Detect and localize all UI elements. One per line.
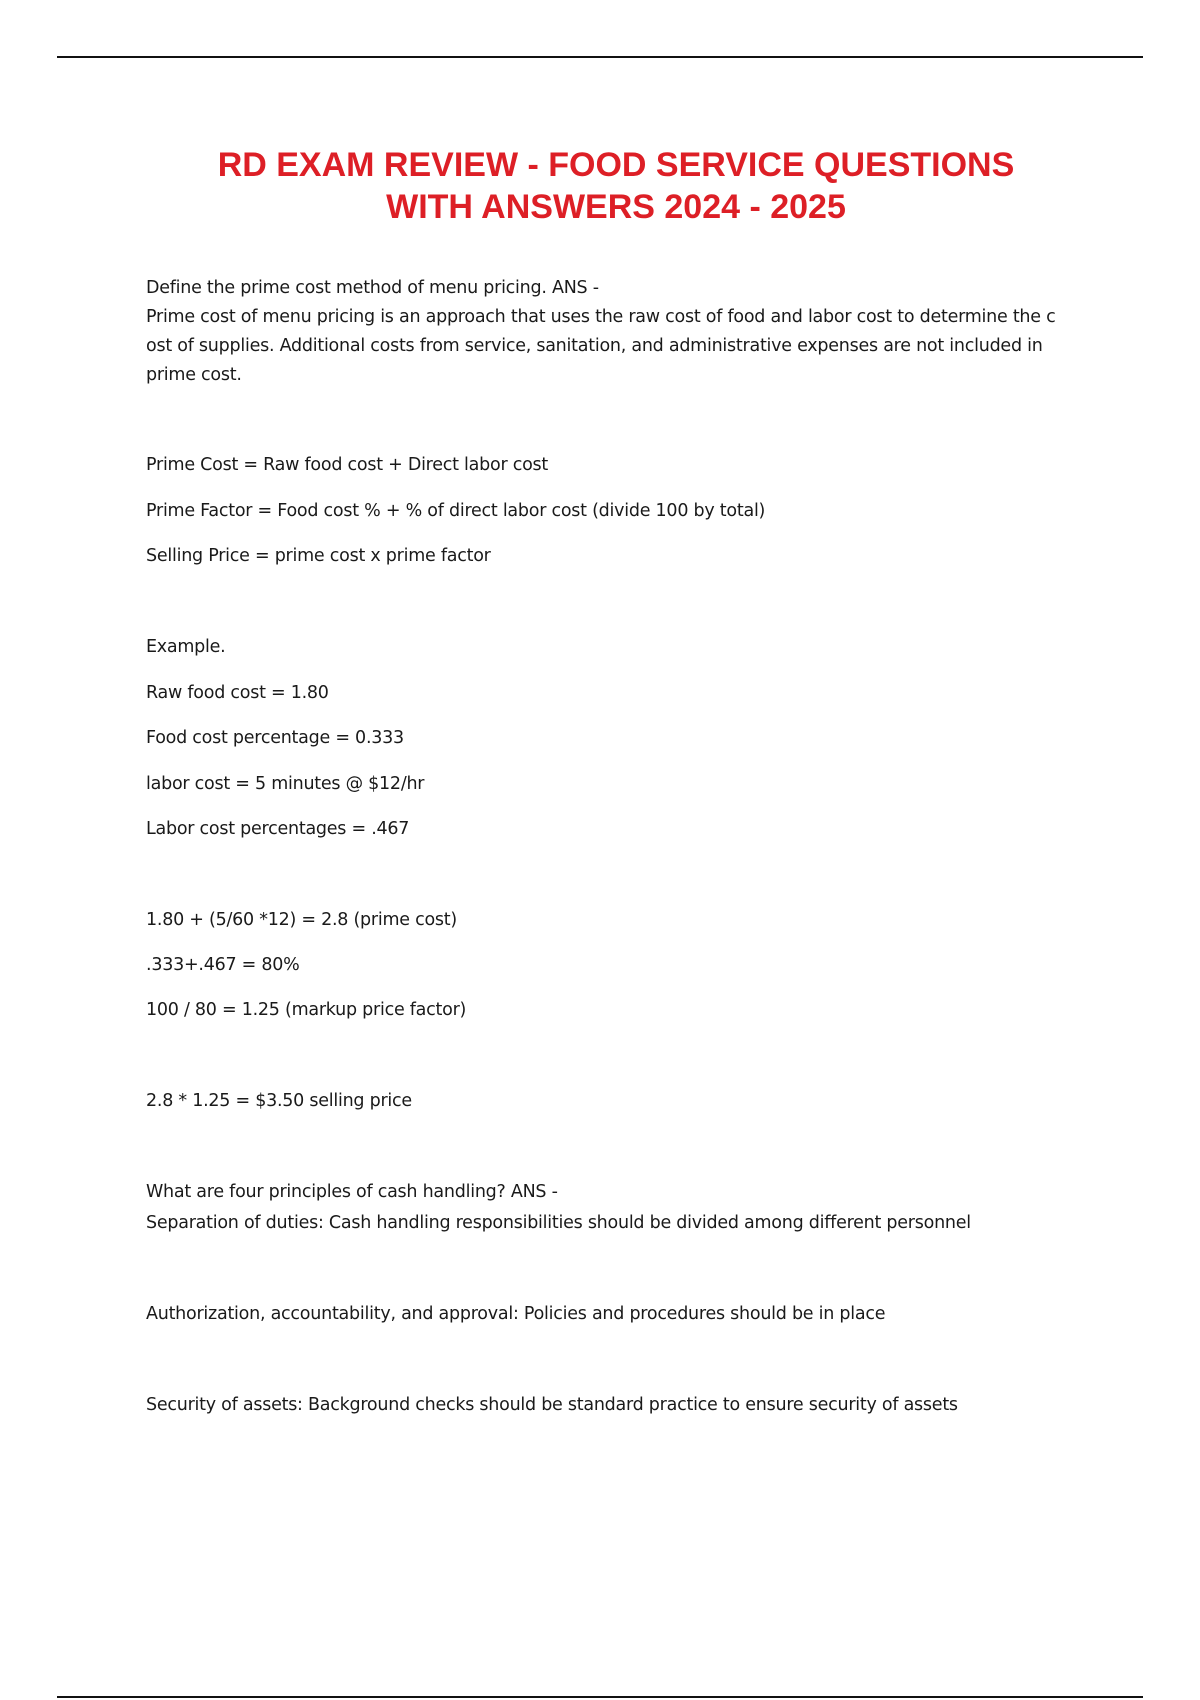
example-food-cost-percentage: Food cost percentage = 0.333 xyxy=(146,728,404,748)
example-labor-cost-percentage: Labor cost percentages = .467 xyxy=(146,819,410,839)
top-rule xyxy=(57,56,1143,58)
formula-selling-price: Selling Price = prime cost x prime factor xyxy=(146,546,491,566)
question-2: What are four principles of cash handling? ANS - xyxy=(146,1182,558,1202)
principle-authorization: Authorization, accountability, and approval: Policies and procedures should be in place xyxy=(146,1304,886,1324)
calc-prime-cost: 1.80 + (5/60 *12) = 2.8 (prime cost) xyxy=(146,910,457,930)
document-title xyxy=(80,144,1152,228)
calc-selling-price: 2.8 * 1.25 = $3.50 selling price xyxy=(146,1091,412,1111)
calc-markup-factor: 100 / 80 = 1.25 (markup price factor) xyxy=(146,1000,467,1020)
principle-separation-of-duties: Separation of duties: Cash handling responsibilities should be divided among different personnel xyxy=(146,1213,971,1233)
formula-prime-factor: Prime Factor = Food cost % + % of direct labor cost (divide 100 by total) xyxy=(146,501,766,521)
question-1: Define the prime cost method of menu pricing. ANS - xyxy=(146,278,599,298)
example-heading: Example. xyxy=(146,637,226,657)
principle-security-of-assets: Security of assets: Background checks should be standard practice to ensure security of assets xyxy=(146,1395,958,1415)
answer-1-line-3: prime cost. xyxy=(146,365,242,385)
title-line-2: WITH ANSWERS 2024 - 2025 xyxy=(386,188,846,226)
example-raw-food-cost: Raw food cost = 1.80 xyxy=(146,683,329,703)
example-labor-cost: labor cost = 5 minutes @ $12/hr xyxy=(146,774,425,794)
formula-prime-cost: Prime Cost = Raw food cost + Direct labor cost xyxy=(146,455,549,475)
answer-1-line-2: ost of supplies. Additional costs from service, sanitation, and administrative expenses are not included in xyxy=(146,336,1043,356)
calc-total-percentage: .333+.467 = 80% xyxy=(146,955,300,975)
answer-1-line-1: Prime cost of menu pricing is an approach that uses the raw cost of food and labor cost to determine the c xyxy=(146,307,1056,327)
bottom-rule xyxy=(57,1696,1143,1698)
title-line-1: RD EXAM REVIEW - FOOD SERVICE QUESTIONS xyxy=(217,146,1015,184)
